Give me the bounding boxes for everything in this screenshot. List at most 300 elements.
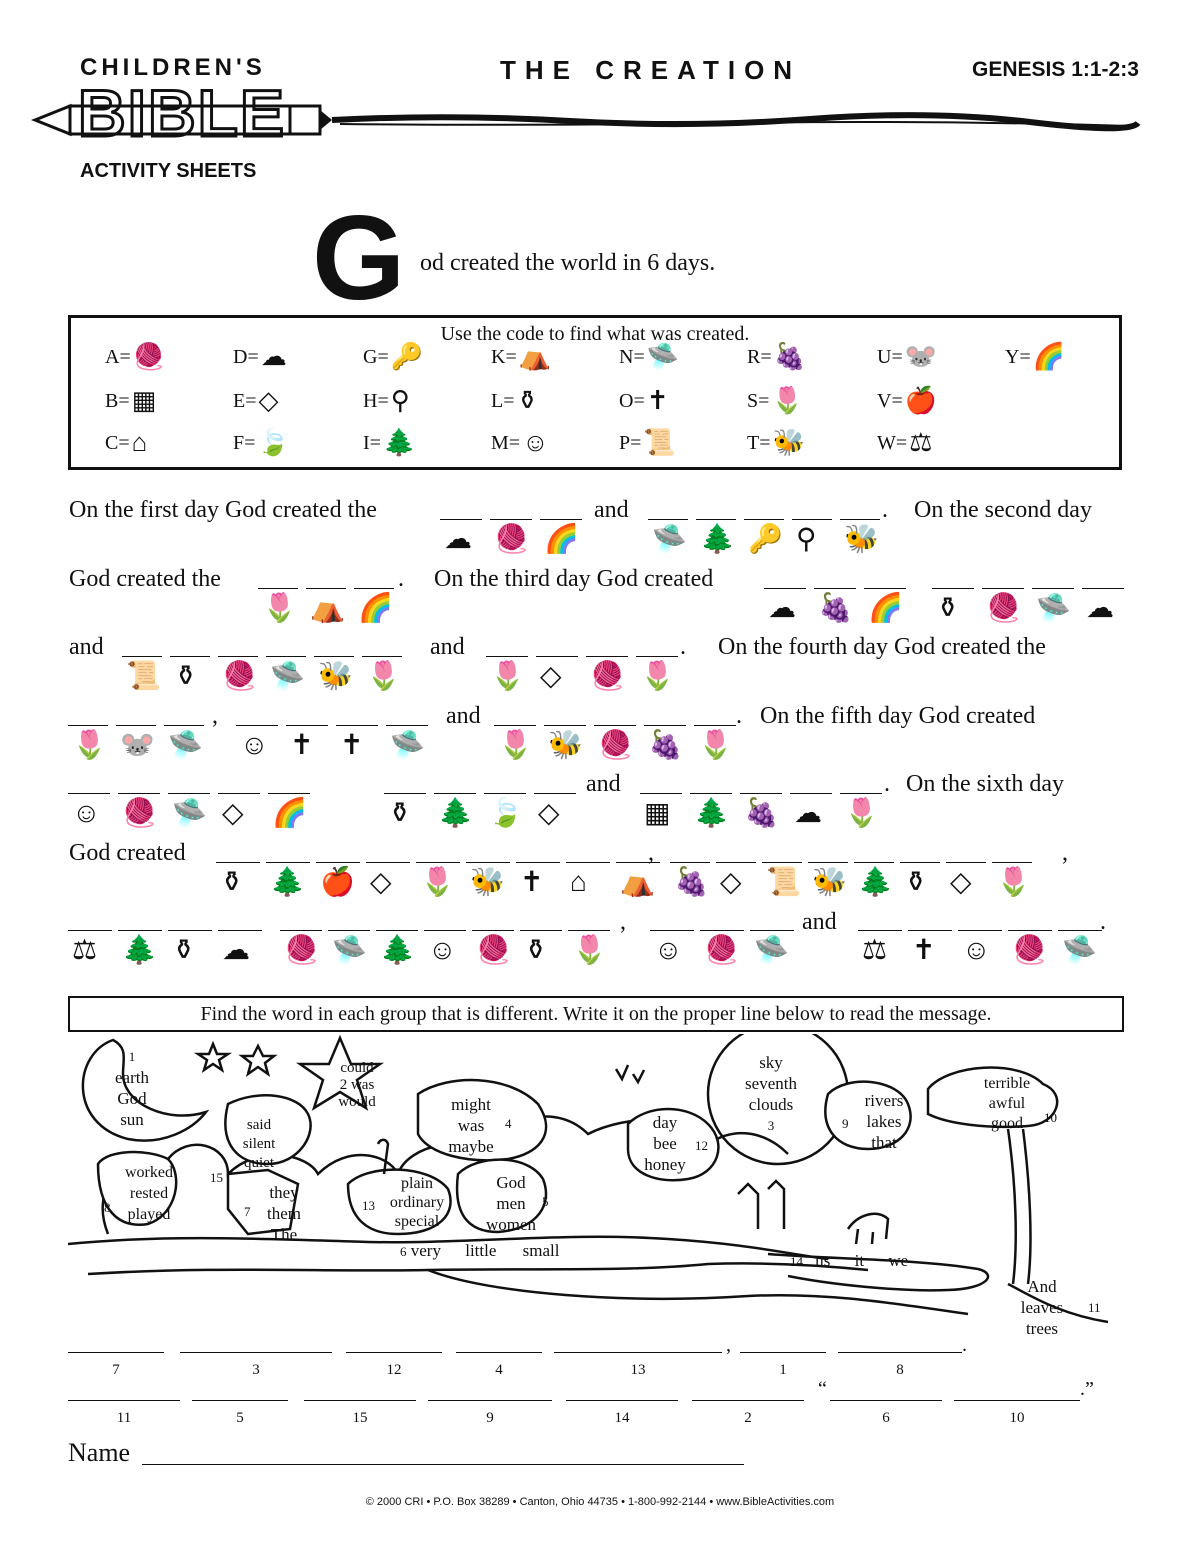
jar-icon: ⚱ — [174, 661, 198, 692]
word-group-14 — [790, 1250, 940, 1272]
yarn-ball-icon: 🧶 — [222, 661, 257, 692]
answer-blank[interactable] — [268, 793, 310, 794]
answer-blank[interactable] — [566, 862, 610, 863]
grapes-icon: 🍇 — [744, 798, 779, 829]
answer-blank[interactable] — [594, 725, 636, 726]
answer-blank[interactable] — [376, 930, 418, 931]
code-key-item — [747, 388, 804, 414]
message-answer-line[interactable] — [692, 1400, 804, 1401]
answer-blank[interactable] — [68, 725, 108, 726]
tulip-icon: 🌷 — [490, 661, 525, 692]
code-key-item — [491, 430, 549, 456]
code-key-item — [105, 430, 147, 456]
answer-blank[interactable] — [362, 656, 402, 657]
answer-blank[interactable] — [266, 862, 310, 863]
flying-saucer-icon: 🛸 — [1062, 935, 1097, 966]
answer-blank[interactable] — [516, 862, 560, 863]
answer-blank[interactable] — [366, 862, 410, 863]
answer-blank[interactable] — [644, 725, 686, 726]
answer-blank[interactable] — [932, 588, 974, 589]
code-instruction: Use the code to find what was created. — [440, 323, 750, 345]
story-text: . — [1100, 909, 1106, 935]
answer-blank[interactable] — [670, 862, 710, 863]
group-number: 14 — [790, 1254, 803, 1269]
cloud-icon: ☁ — [444, 524, 472, 555]
flying-saucer-icon: 🛸 — [168, 730, 203, 761]
answer-blank[interactable] — [266, 656, 306, 657]
tulip-icon: 🌷 — [498, 730, 533, 761]
answer-blank[interactable] — [536, 656, 578, 657]
message-answer-line[interactable] — [428, 1400, 552, 1401]
answer-blank[interactable] — [636, 656, 678, 657]
code-letter: T= — [747, 431, 771, 454]
answer-blank[interactable] — [170, 656, 210, 657]
apple-icon: 🍎 — [904, 386, 938, 415]
flying-saucer-icon: 🛸 — [390, 730, 425, 761]
tulip-icon: 🌷 — [996, 867, 1031, 898]
code-key-item — [363, 430, 415, 456]
word: we — [888, 1251, 909, 1270]
word: awful — [988, 1095, 1026, 1112]
hook-icon: ⚲ — [390, 386, 410, 415]
scales-icon: ⚖ — [862, 935, 888, 966]
answer-blank[interactable] — [540, 519, 582, 520]
word-group-7 — [256, 1182, 312, 1245]
answer-blank[interactable] — [534, 793, 576, 794]
answer-blank[interactable] — [840, 519, 880, 520]
answer-blank[interactable] — [118, 930, 162, 931]
jar-icon: ⚱ — [516, 386, 539, 415]
answer-blank[interactable] — [490, 519, 532, 520]
answer-line-number: 3 — [252, 1362, 260, 1378]
word: honey — [644, 1155, 686, 1174]
answer-blank[interactable] — [116, 725, 156, 726]
scales-icon: ⚖ — [72, 935, 98, 966]
word-group-2 — [326, 1060, 388, 1111]
tree-icon: 🌲 — [694, 798, 729, 829]
message-answer-line[interactable] — [566, 1400, 678, 1401]
answer-blank[interactable] — [958, 930, 1002, 931]
answer-blank[interactable] — [792, 519, 832, 520]
answer-blank[interactable] — [466, 862, 510, 863]
leaf-icon: 🍃 — [488, 798, 523, 829]
answer-blank[interactable] — [472, 930, 514, 931]
mouse-icon: 🐭 — [120, 730, 155, 761]
message-answer-line[interactable] — [456, 1352, 542, 1353]
answer-blank[interactable] — [218, 656, 258, 657]
page-title: THE CREATION — [500, 55, 802, 85]
answer-blank[interactable] — [384, 793, 426, 794]
answer-blank[interactable] — [992, 862, 1032, 863]
word: maybe — [448, 1137, 494, 1156]
answer-blank[interactable] — [982, 588, 1024, 589]
answer-blank[interactable] — [440, 519, 482, 520]
group-number: 1 — [128, 1049, 136, 1064]
hook-icon: ⚲ — [796, 524, 817, 555]
story-text: On the fifth day God created — [760, 703, 1036, 729]
story-text: . — [884, 771, 890, 797]
word: it — [854, 1251, 865, 1270]
story-text: , — [620, 909, 626, 935]
story-text: , — [1062, 840, 1068, 866]
answer-blank[interactable] — [168, 930, 212, 931]
message-answer-line[interactable] — [830, 1400, 942, 1401]
face-icon: ☺ — [962, 935, 991, 966]
cloud-icon: ☁ — [222, 935, 250, 966]
message-answer-line[interactable] — [68, 1352, 164, 1353]
story-text: and — [430, 634, 465, 660]
answer-blank[interactable] — [68, 930, 112, 931]
yarn-ball-icon: 🧶 — [590, 661, 625, 692]
answer-line-number: 2 — [744, 1410, 752, 1426]
yarn-ball-icon: 🧶 — [476, 935, 511, 966]
face-icon: ☺ — [72, 798, 101, 829]
word: terrible — [983, 1075, 1031, 1092]
code-letter: F= — [233, 431, 256, 454]
code-letter: W= — [877, 431, 908, 454]
logo-bible-text: BIBLE — [78, 76, 286, 150]
word-group-8 — [114, 1162, 184, 1225]
jar-icon: ⚱ — [904, 867, 928, 898]
word: God — [117, 1089, 147, 1108]
message-answer-line[interactable] — [954, 1400, 1080, 1401]
bee-icon: 🐝 — [318, 661, 353, 692]
answer-blank[interactable] — [544, 725, 586, 726]
answer-blank[interactable] — [864, 588, 906, 589]
jar-icon: ⚱ — [524, 935, 548, 966]
group-number: 15 — [210, 1170, 223, 1185]
story-text: , — [212, 703, 218, 729]
mouse-icon: 🐭 — [904, 342, 938, 371]
answer-blank[interactable] — [616, 862, 660, 863]
answer-blank[interactable] — [486, 656, 528, 657]
answer-blank[interactable] — [814, 588, 856, 589]
answer-blank[interactable] — [700, 930, 744, 931]
code-letter: B= — [105, 389, 130, 412]
pencil-logo-icon — [30, 98, 335, 148]
code-key-item — [619, 344, 679, 370]
word-group-6 — [400, 1240, 620, 1262]
answer-blank[interactable] — [908, 930, 952, 931]
code-letter: U= — [877, 345, 903, 368]
word: them — [267, 1204, 301, 1223]
answer-line-number: 6 — [882, 1410, 890, 1426]
answer-blank[interactable] — [808, 862, 848, 863]
code-letter: S= — [747, 389, 770, 412]
code-key-item — [233, 430, 290, 456]
cloud-icon: ☁ — [794, 798, 822, 829]
drop-cap: G — [312, 191, 406, 325]
answer-blank[interactable] — [640, 793, 682, 794]
code-key-item — [619, 388, 669, 414]
word-group-1 — [102, 1046, 162, 1130]
answer-blank[interactable] — [218, 793, 260, 794]
answer-blank[interactable] — [696, 519, 736, 520]
code-key-item — [491, 344, 551, 370]
answer-blank[interactable] — [314, 656, 354, 657]
flying-saucer-icon: 🛸 — [172, 798, 207, 829]
tulip-icon: 🌷 — [698, 730, 733, 761]
word: rivers — [864, 1091, 904, 1110]
answer-blank[interactable] — [354, 588, 394, 589]
story-text: and — [594, 497, 629, 523]
scroll-icon: 📜 — [766, 867, 801, 898]
word: silent — [242, 1136, 276, 1152]
code-key-item — [233, 388, 279, 414]
answer-blank[interactable] — [280, 930, 322, 931]
group-number: 6 — [400, 1244, 407, 1259]
bee-icon: 🐝 — [812, 867, 847, 898]
story-text: , — [648, 840, 654, 866]
code-letter: H= — [363, 389, 389, 412]
answer-blank[interactable] — [694, 725, 736, 726]
code-key-item — [877, 388, 937, 414]
answer-blank[interactable] — [1032, 588, 1074, 589]
word: special — [394, 1213, 440, 1230]
creation-scene-illustration — [68, 1034, 1128, 1350]
story-text: On the sixth day — [906, 771, 1064, 797]
message-answer-line[interactable] — [740, 1352, 826, 1353]
story-text: God created the — [69, 566, 221, 592]
answer-blank[interactable] — [568, 930, 610, 931]
jar-icon: ⚱ — [388, 798, 412, 829]
answer-blank[interactable] — [328, 930, 370, 931]
answer-blank[interactable] — [316, 862, 360, 863]
cross-icon: ✝ — [646, 386, 669, 415]
story-text: . — [398, 566, 404, 592]
yarn-ball-icon: 🧶 — [284, 935, 319, 966]
code-key-item — [233, 344, 287, 370]
word: lakes — [866, 1112, 902, 1131]
key-icon: 🔑 — [390, 342, 424, 371]
igloo-icon: ⛺ — [310, 593, 345, 624]
answer-blank[interactable] — [118, 793, 160, 794]
answer-open-quote: “ — [818, 1378, 827, 1400]
answer-blank[interactable] — [68, 793, 110, 794]
cloud-icon: ☁ — [1086, 593, 1114, 624]
code-key-item — [105, 344, 165, 370]
story-text: . — [882, 497, 888, 523]
message-answer-line[interactable] — [346, 1352, 442, 1353]
word: leaves — [1020, 1298, 1064, 1317]
tree-icon: 🌲 — [700, 524, 735, 555]
story-text: and — [446, 703, 481, 729]
answer-blank[interactable] — [286, 725, 328, 726]
answer-blank[interactable] — [258, 588, 298, 589]
answer-line-number: 7 — [112, 1362, 120, 1378]
answer-blank[interactable] — [386, 725, 428, 726]
story-text: and — [69, 634, 104, 660]
flying-saucer-icon: 🛸 — [754, 935, 789, 966]
answer-blank[interactable] — [762, 862, 802, 863]
cloud-icon: ☁ — [260, 342, 287, 371]
tulip-icon: 🌷 — [366, 661, 401, 692]
group-number: 2 — [339, 1077, 348, 1093]
answer-blank[interactable] — [218, 930, 262, 931]
code-key-item — [1005, 344, 1065, 370]
word: trees — [1025, 1319, 1059, 1338]
answer-line-number: 5 — [236, 1410, 244, 1426]
story-text: . — [680, 634, 686, 660]
answer-blank[interactable] — [484, 793, 526, 794]
answer-line-number: 1 — [779, 1362, 787, 1378]
group-number: 3 — [767, 1118, 775, 1133]
word: And — [1027, 1277, 1057, 1296]
word: would — [338, 1094, 376, 1110]
answer-line-number: 14 — [614, 1410, 630, 1426]
group-number: 4 — [505, 1116, 512, 1131]
code-letter: V= — [877, 389, 903, 412]
answer-blank[interactable] — [168, 793, 210, 794]
bee-icon: 🐝 — [470, 867, 505, 898]
message-answer-line[interactable] — [838, 1352, 962, 1353]
logo-top-text: CHILDREN'S — [80, 54, 266, 81]
cross-icon: ✝ — [340, 730, 364, 761]
code-key-item — [747, 430, 805, 456]
answer-blank[interactable] — [336, 725, 378, 726]
answer-blank[interactable] — [900, 862, 940, 863]
code-letter: C= — [105, 431, 130, 454]
word: men — [496, 1194, 526, 1213]
answer-line-number: 15 — [352, 1410, 368, 1426]
name-label: Name — [68, 1438, 131, 1467]
word: that — [871, 1133, 897, 1152]
code-letter: Y= — [1005, 345, 1031, 368]
tulip-icon: 🌷 — [262, 593, 297, 624]
answer-blank[interactable] — [750, 930, 794, 931]
word: sky — [759, 1053, 783, 1072]
word: The — [270, 1225, 298, 1244]
answer-blank[interactable] — [586, 656, 628, 657]
word: clouds — [748, 1095, 794, 1114]
word: seventh — [745, 1074, 797, 1093]
tree-icon: 🌲 — [382, 428, 416, 457]
word: rested — [129, 1185, 169, 1202]
answer-blank[interactable] — [740, 793, 782, 794]
answer-blank[interactable] — [1058, 930, 1102, 931]
word: might — [451, 1095, 491, 1114]
word-group-10 — [972, 1074, 1042, 1134]
answer-blank[interactable] — [790, 793, 832, 794]
name-input-line[interactable] — [142, 1464, 744, 1465]
story-text: On the first day God created the — [69, 497, 377, 523]
answer-blank[interactable] — [236, 725, 278, 726]
answer-blank[interactable] — [648, 519, 688, 520]
story-text: God created — [69, 840, 186, 866]
answer-blank[interactable] — [494, 725, 536, 726]
scales-icon: ⚖ — [909, 428, 933, 457]
tulip-icon: 🌷 — [72, 730, 107, 761]
answer-blank[interactable] — [1008, 930, 1052, 931]
yarn-ball-icon: 🧶 — [1012, 935, 1047, 966]
flying-saucer-icon: 🛸 — [1036, 593, 1071, 624]
code-key-item — [877, 430, 932, 456]
find-instruction: Find the word in each group that is different. Write it on the proper line below to read the message. — [200, 1003, 992, 1025]
find-instruction-box — [68, 996, 1124, 1032]
answer-blank[interactable] — [840, 793, 882, 794]
message-answer-line[interactable] — [180, 1352, 332, 1353]
group-number: 10 — [1044, 1110, 1057, 1125]
answer-line-number: 8 — [896, 1362, 904, 1378]
answer-blank[interactable] — [854, 862, 894, 863]
window-icon: ▦ — [644, 798, 671, 829]
answer-blank[interactable] — [416, 862, 460, 863]
answer-blank[interactable] — [858, 930, 902, 931]
word: played — [127, 1206, 171, 1223]
face-icon: ☺ — [522, 428, 549, 457]
answer-blank[interactable] — [216, 862, 260, 863]
word: God — [496, 1173, 526, 1192]
scroll-icon: 📜 — [126, 661, 161, 692]
answer-blank[interactable] — [520, 930, 562, 931]
answer-blank[interactable] — [122, 656, 162, 657]
grapes-icon: 🍇 — [648, 730, 683, 761]
kite-icon: ◇ — [222, 798, 244, 829]
answer-blank[interactable] — [1082, 588, 1124, 589]
answer-blank[interactable] — [716, 862, 756, 863]
cross-icon: ✝ — [290, 730, 314, 761]
code-key-box — [68, 315, 1122, 470]
answer-blank[interactable] — [764, 588, 806, 589]
answer-comma: , — [726, 1334, 731, 1356]
answer-period: . — [962, 1334, 967, 1356]
group-number: 11 — [1088, 1300, 1101, 1315]
flying-saucer-icon: 🛸 — [270, 661, 305, 692]
answer-blank[interactable] — [690, 793, 732, 794]
rainbow-icon: 🌈 — [358, 593, 393, 624]
story-text: . — [736, 703, 742, 729]
message-answer-line[interactable] — [68, 1400, 180, 1401]
answer-blank[interactable] — [424, 930, 466, 931]
code-letter: P= — [619, 431, 642, 454]
word: sun — [120, 1110, 144, 1129]
answer-blank[interactable] — [434, 793, 476, 794]
kite-icon: ◇ — [538, 798, 560, 829]
word-group-12 — [634, 1112, 696, 1175]
kite-icon: ◇ — [720, 867, 742, 898]
rainbow-icon: 🌈 — [1032, 342, 1066, 371]
answer-close-quote: .” — [1080, 1378, 1094, 1400]
scripture-reference: GENESIS 1:1-2:3 — [972, 58, 1139, 81]
answer-blank[interactable] — [306, 588, 346, 589]
message-answer-line[interactable] — [304, 1400, 416, 1401]
code-key-item — [619, 430, 676, 456]
face-icon: ☺ — [428, 935, 457, 966]
answer-blank[interactable] — [164, 725, 204, 726]
answer-blank[interactable] — [946, 862, 986, 863]
jar-icon: ⚱ — [936, 593, 960, 624]
igloo-icon: ⛺ — [518, 342, 552, 371]
code-letter: L= — [491, 389, 515, 412]
scroll-icon: 📜 — [643, 428, 676, 457]
tree-icon: 🌲 — [438, 798, 473, 829]
word: ordinary — [389, 1194, 445, 1211]
answer-blank[interactable] — [744, 519, 784, 520]
kite-icon: ◇ — [370, 867, 392, 898]
rainbow-icon: 🌈 — [544, 524, 579, 555]
flying-saucer-icon: 🛸 — [652, 524, 687, 555]
message-answer-line[interactable] — [192, 1400, 288, 1401]
word-group-13 — [380, 1174, 454, 1231]
word: was — [457, 1116, 485, 1135]
key-icon: 🔑 — [748, 524, 783, 555]
yarn-ball-icon: 🧶 — [986, 593, 1021, 624]
code-letter: O= — [619, 389, 645, 412]
story-text: and — [586, 771, 621, 797]
message-answer-line[interactable] — [554, 1352, 722, 1353]
answer-blank[interactable] — [650, 930, 694, 931]
word-group-9 — [852, 1090, 916, 1153]
